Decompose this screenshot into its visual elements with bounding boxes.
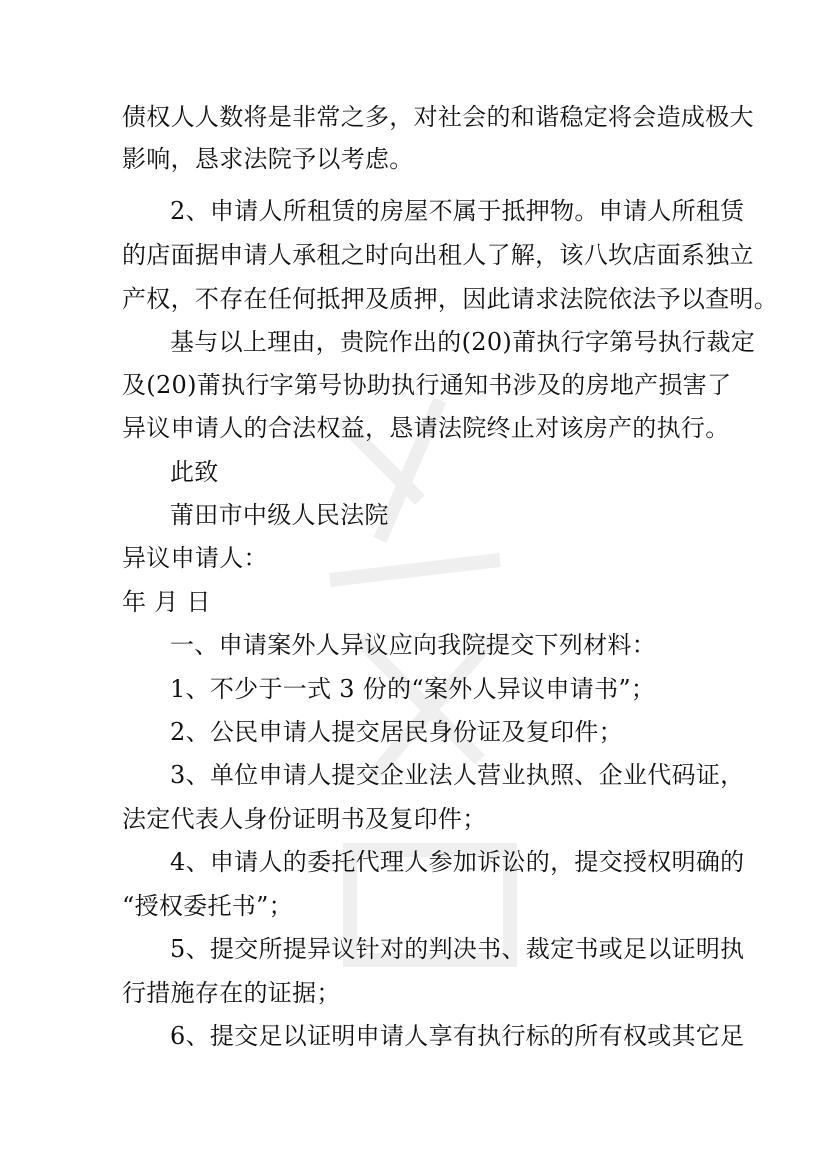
text-line-5: 产权，不存在任何抵押及质押，因此请求法院依法予以查明。 [122, 285, 779, 313]
text-line-1: 债权人人数将是非常之多，对社会的和谐稳定将会造成极大 [122, 103, 754, 131]
item-6-line-1: 6、提交足以证明申请人享有执行标的所有权或其它足 [170, 1022, 745, 1050]
item-4-line-1: 4、申请人的委托代理人参加诉讼的，提交授权明确的 [170, 848, 745, 876]
text-line-4: 的店面据申请人承租之时向出租人了解，该八坎店面系独立 [122, 241, 754, 269]
text-line-7: 及(20)莆执行字第号协助执行通知书涉及的房地产损害了 [122, 371, 732, 399]
item-4-line-2: “授权委托书”； [122, 892, 293, 920]
court-name: 莆田市中级人民法院 [170, 501, 389, 529]
item-1: 1、不少于一式 3 份的“案外人异议申请书”； [170, 675, 656, 703]
text-line-6: 基与以上理由，贵院作出的(20)莆执行字第号执行裁定 [170, 328, 756, 356]
text-line-3: 2、申请人所租赁的房屋不属于抵押物。申请人所租赁 [170, 197, 745, 225]
date-line: 年 月 日 [122, 588, 211, 616]
item-2: 2、公民申请人提交居民身份证及复印件； [170, 718, 623, 746]
item-5-line-1: 5、提交所提异议针对的判决书、裁定书或足以证明执 [170, 935, 745, 963]
text-line-9: 此致 [170, 458, 219, 486]
item-3-line-2: 法定代表人身份证明书及复印件； [122, 805, 487, 833]
item-5-line-2: 行措施存在的证据； [122, 979, 341, 1007]
section-heading: 一、申请案外人异议应向我院提交下列材料： [170, 631, 656, 659]
item-3-line-1: 3、单位申请人提交企业法人营业执照、企业代码证， [170, 761, 745, 789]
applicant-label: 异议申请人： [122, 544, 268, 572]
text-line-8: 异议申请人的合法权益，恳请法院终止对该房产的执行。 [122, 414, 730, 442]
text-line-2: 影响，恳求法院予以考虑。 [122, 145, 414, 173]
